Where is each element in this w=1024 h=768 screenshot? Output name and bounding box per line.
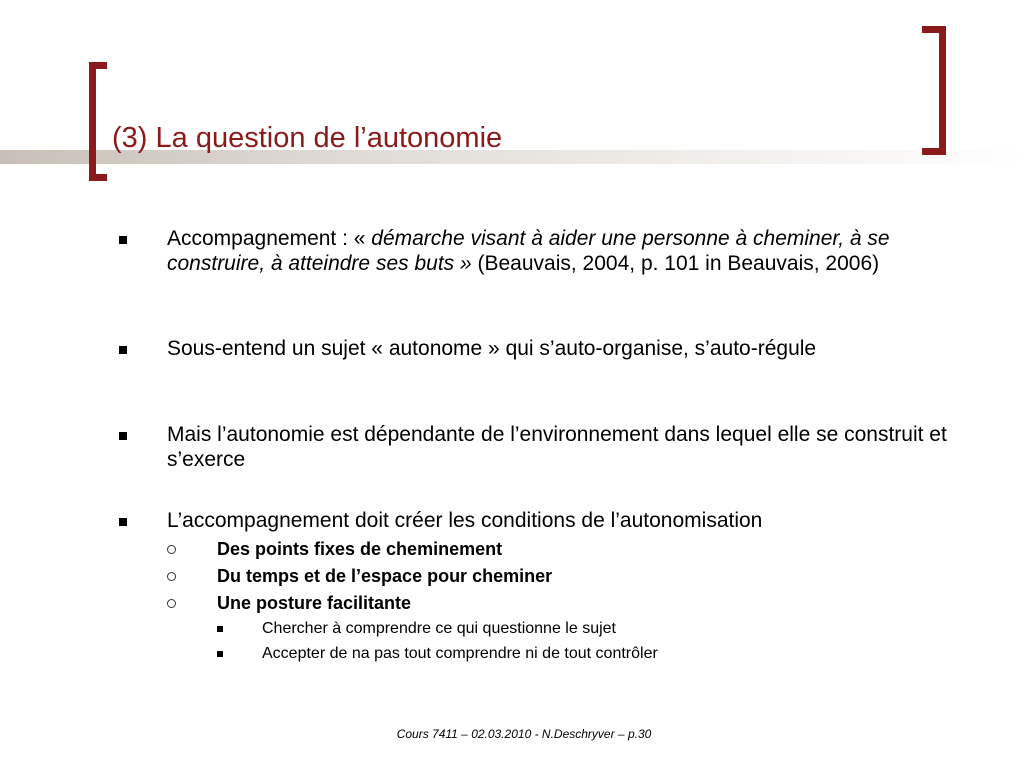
sub-sub-bullet-text: Chercher à comprendre ce qui questionne le sujet [262,620,616,637]
square-bullet-icon [119,236,127,244]
sub-bullet-text: Une posture facilitante [217,593,412,613]
sub-bullet-text: Du temps et de l’espace pour cheminer [217,566,553,586]
slide-footer [0,727,1024,741]
right-bracket-decoration [922,26,946,155]
sub-sub-bullet-text: Accepter de na pas tout comprendre ni de tout contrôler [262,645,658,662]
left-bracket-decoration [89,62,107,181]
bullet-text: Mais l’autonomie est dépendante de l’environnement dans lequel elle se construit et s’exerce [167,423,947,471]
bullet-quote-close: » [454,252,472,275]
circle-bullet-icon [167,599,176,608]
bullet-citation: (Beauvais, 2004, p. 101 in Beauvais, 2006) [471,252,880,275]
square-bullet-icon [217,626,223,632]
bullet-text [167,226,957,276]
square-bullet-icon [119,346,127,354]
bullet-text: L’accompagnement doit créer les conditions de l’autonomisation [167,509,763,532]
slide-title: (3) La question de l’autonomie [112,122,503,154]
bullet-prefix: Accompagnement : « [167,227,372,250]
circle-bullet-icon [167,545,176,554]
bullet-quote: démarche visant à aider une personne à cheminer, à se construire, à atteindre ses buts [167,227,890,275]
bullet-text: Sous-entend un sujet « autonome » qui s’auto-organise, s’auto-régule [167,337,817,360]
footer-text: Cours 7411 – 02.03.2010 - N.Deschryver – p.30 [396,727,652,741]
square-bullet-icon [119,432,127,440]
circle-bullet-icon [167,572,176,581]
square-bullet-icon [217,651,223,657]
square-bullet-icon [119,518,127,526]
sub-bullet-text: Des points fixes de cheminement [217,539,503,559]
